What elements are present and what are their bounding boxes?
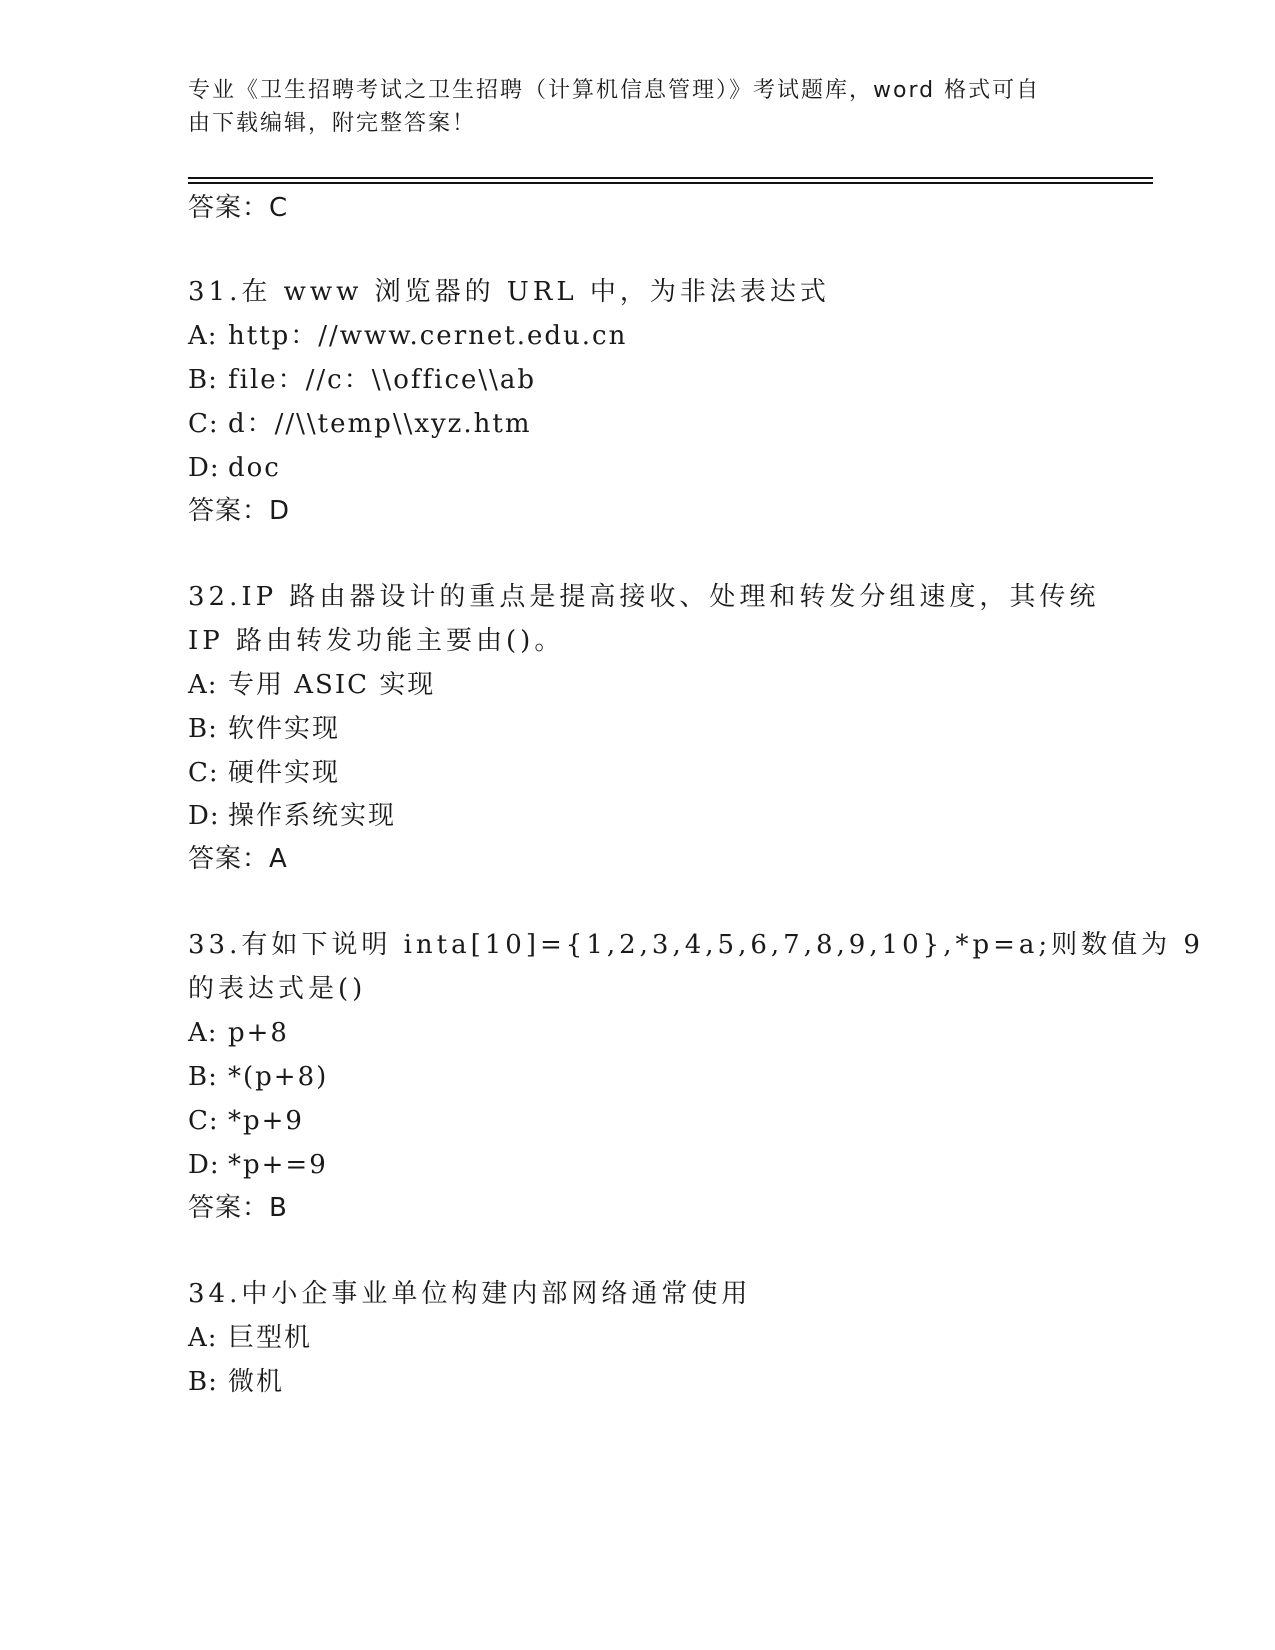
question-32-option-c bbox=[188, 756, 340, 790]
option-text: *p+=9 bbox=[228, 1150, 328, 1180]
option-text: d：//\\temp\\xyz.htm bbox=[228, 409, 532, 439]
question-33-option-d bbox=[188, 1148, 328, 1182]
option-key: D: bbox=[188, 1150, 220, 1180]
question-33-option-c bbox=[188, 1104, 304, 1138]
document-header bbox=[188, 74, 1068, 140]
option-text: 硬件实现 bbox=[228, 758, 341, 788]
question-32-text-line-1: 32.IP 路由器设计的重点是提高接收、处理和转发分组速度，其传统 bbox=[188, 582, 1100, 612]
option-text: 巨型机 bbox=[228, 1323, 313, 1353]
option-key: B: bbox=[188, 365, 218, 395]
question-32-option-b bbox=[188, 712, 340, 746]
option-text: p+8 bbox=[228, 1018, 289, 1048]
option-key: A: bbox=[188, 321, 218, 351]
option-text: *(p+8) bbox=[228, 1062, 329, 1092]
question-34-option-b bbox=[188, 1365, 284, 1399]
option-key: A: bbox=[188, 670, 218, 700]
question-33-text-line-1: 33.有如下说明 inta[10]={1,2,3,4,5,6,7,8,9,10},*p=a;则数值为 9 bbox=[188, 930, 1204, 960]
header-divider-bottom bbox=[188, 182, 1153, 184]
question-31-option-a bbox=[188, 319, 627, 353]
option-key: C: bbox=[188, 1106, 219, 1136]
option-text: doc bbox=[228, 453, 281, 483]
question-32-text-line-2: IP 路由转发功能主要由()。 bbox=[188, 626, 565, 656]
option-key: C: bbox=[188, 409, 219, 439]
question-32-option-d bbox=[188, 799, 396, 833]
answer-previous: 答案：C bbox=[188, 193, 289, 223]
header-line-2: 由下载编辑，附完整答案！ bbox=[188, 111, 477, 136]
question-34-option-a bbox=[188, 1321, 312, 1355]
option-key: D: bbox=[188, 801, 220, 831]
option-text: 专用 ASIC 实现 bbox=[228, 670, 436, 700]
question-31-text: 31.在 www 浏览器的 URL 中，为非法表达式 bbox=[188, 277, 830, 307]
option-text: http：//www.cernet.edu.cn bbox=[228, 321, 628, 351]
question-31-answer: 答案：D bbox=[188, 496, 291, 526]
question-33-answer: 答案：B bbox=[188, 1193, 288, 1223]
option-text: 软件实现 bbox=[228, 714, 341, 744]
header-divider-top bbox=[188, 177, 1153, 179]
question-32-answer: 答案：A bbox=[188, 844, 288, 874]
option-key: B: bbox=[188, 714, 218, 744]
option-text: *p+9 bbox=[228, 1106, 304, 1136]
option-key: B: bbox=[188, 1062, 218, 1092]
question-33-option-a bbox=[188, 1016, 289, 1050]
option-key: B: bbox=[188, 1367, 218, 1397]
question-33-option-b bbox=[188, 1060, 328, 1094]
question-32-option-a bbox=[188, 668, 435, 702]
question-31-option-c bbox=[188, 407, 532, 441]
option-text: 微机 bbox=[228, 1367, 285, 1397]
option-key: A: bbox=[188, 1323, 218, 1353]
question-31-option-d bbox=[188, 451, 281, 485]
question-33-text-line-2: 的表达式是() bbox=[188, 974, 367, 1004]
option-key: A: bbox=[188, 1018, 218, 1048]
option-key: D: bbox=[188, 453, 220, 483]
header-line-1: 专业《卫生招聘考试之卫生招聘（计算机信息管理）》考试题库，word 格式可自 bbox=[188, 78, 1041, 103]
question-31-option-b bbox=[188, 363, 536, 397]
option-text: file：//c：\\office\\ab bbox=[228, 365, 537, 395]
option-text: 操作系统实现 bbox=[228, 801, 397, 831]
option-key: C: bbox=[188, 758, 219, 788]
question-34-text: 34.中小企事业单位构建内部网络通常使用 bbox=[188, 1279, 752, 1309]
